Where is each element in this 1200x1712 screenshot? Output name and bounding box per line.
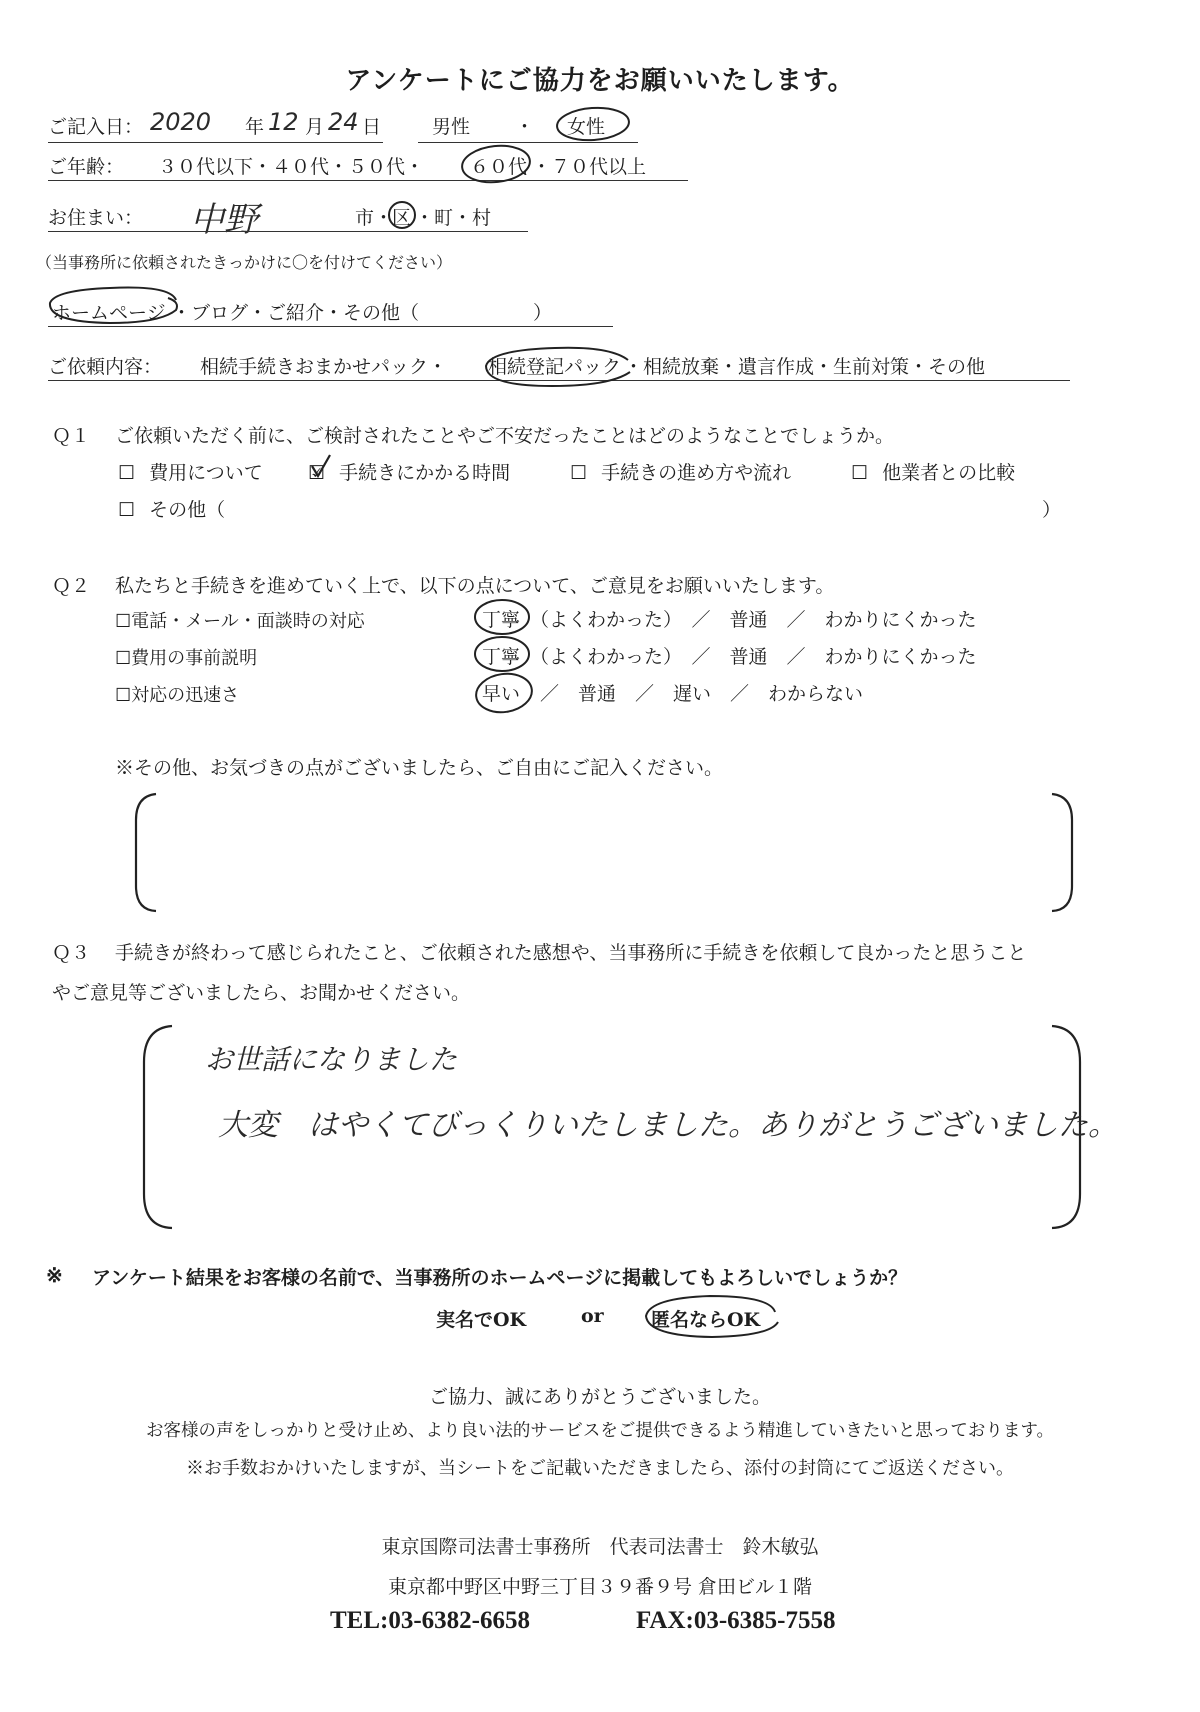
address-city: 市・ — [355, 207, 394, 229]
q2-row-selected[interactable]: 丁寧 — [482, 609, 521, 631]
q1-option-label: 手続きの進め方や流れ — [601, 462, 792, 484]
q2-number: Ｑ２ — [52, 575, 91, 597]
referral-options: ・ブログ・ご紹介・その他（ ） — [172, 302, 553, 324]
q2-question: 私たちと手続きを進めていく上で、以下の点について、ご意見をお願いいたします。 — [115, 575, 835, 597]
gender-female[interactable]: 女性 — [567, 116, 606, 138]
referral-underline — [48, 326, 613, 327]
publish-option-anonymous[interactable]: 匿名ならOK — [651, 1309, 761, 1331]
q2-row-selected[interactable]: 丁寧 — [482, 646, 521, 668]
office-address: 東京都中野区中野三丁目３９番９号 倉田ビル１階 — [387, 1576, 813, 1598]
closing-thanks: ご協力、誠にありがとうございました。 — [428, 1386, 771, 1408]
age-option-selected[interactable]: ６０代 — [470, 156, 528, 178]
q1-other-close: ） — [1042, 499, 1062, 521]
gender-underline — [418, 142, 638, 143]
request-options-b: ・相続放棄・遺言作成・生前対策・その他 — [624, 356, 986, 378]
request-label: ご依頼内容： — [48, 356, 163, 378]
office-fax: FAX:03-6385-7558 — [636, 1607, 836, 1634]
q3-question-line1: 手続きが終わって感じられたこと、ご依頼された感想や、当事務所に手続きを依頼して良かったと思うこと — [115, 942, 1027, 964]
address-rest: ・町・村 — [415, 207, 492, 229]
date-year: 2020 — [150, 108, 212, 136]
office-name: 東京国際司法書士事務所 代表司法書士 鈴木敏弘 — [381, 1536, 819, 1558]
q2-row-options: （よくわかった） ／ 普通 ／ わかりにくかった — [530, 646, 977, 668]
q2-row-options: （よくわかった） ／ 普通 ／ わかりにくかった — [530, 609, 977, 631]
q1-option-other[interactable] — [118, 495, 225, 522]
closing-message: お客様の声をしっかりと受け止め、より良い法的サービスをご提供できるよう精進していきたいと思っております。 — [146, 1421, 1054, 1441]
q3-answer-line2: 大変 はやくてびっくりいたしました。ありがとうございました。 — [218, 1108, 1118, 1143]
checked-checkbox-icon[interactable]: ☑ — [308, 462, 326, 484]
q2-note: ※その他、お気づきの点がございましたら、ご自由にご記入ください。 — [115, 757, 724, 779]
closing-return-note: ※お手数おかけいたしますが、当シートをご記載いただきましたら、添付の封筒にてご返送ください。 — [186, 1458, 1014, 1479]
address-ward[interactable]: 区 — [392, 207, 412, 229]
q2-row-options: ／ 普通 ／ 遅い ／ わからない — [540, 683, 864, 705]
gender-male[interactable]: 男性 — [432, 116, 471, 138]
date-day: 24 — [328, 108, 359, 136]
page-title: アンケートにご協力をお願いいたします。 — [345, 66, 855, 96]
publish-option-real[interactable]: 実名でOK — [436, 1309, 527, 1331]
office-tel[interactable]: TEL:03-6382-6658 — [330, 1607, 530, 1634]
q1-number: Ｑ１ — [52, 425, 91, 447]
day-unit: 日 — [362, 116, 382, 138]
q1-question: ご依頼いただく前に、ご検討されたことやご不安だったことはどのようなことでしょうか。 — [115, 425, 895, 447]
answer-box-left-bracket — [136, 1022, 176, 1232]
checkbox-icon[interactable]: ☐ — [118, 462, 136, 484]
publish-question: アンケート結果をお客様の名前で、当事務所のホームページに掲載してもよろしいでしょうか？ — [92, 1267, 908, 1289]
age-underline — [48, 180, 688, 181]
age-label: ご年齢： — [48, 156, 125, 178]
q3-question-line2: やご意見等ございましたら、お聞かせください。 — [52, 982, 471, 1004]
referral-note: （当事務所に依頼されたきっかけに〇を付けてください） — [36, 253, 453, 272]
age-options-b: ・７０代以上 — [532, 156, 647, 178]
q2-row-item: ☐対応の迅速さ — [115, 685, 240, 706]
q1-option-time[interactable] — [308, 458, 510, 485]
q1-option-process[interactable] — [570, 458, 791, 485]
request-options-a: 相続手続きおまかせパック・ — [200, 356, 448, 378]
address-value: 中野 — [190, 200, 258, 240]
date-label: ご記入日： — [48, 116, 144, 138]
q2-row-item: ☐費用の事前説明 — [115, 648, 258, 669]
checkbox-icon[interactable]: ☐ — [851, 462, 869, 484]
address-label: お住まい： — [48, 207, 144, 229]
date-month: 12 — [268, 108, 299, 136]
q3-number: Ｑ３ — [52, 942, 91, 964]
request-underline — [48, 380, 1070, 381]
date-underline — [48, 142, 383, 143]
year-unit: 年 — [245, 116, 265, 138]
comment-area[interactable] — [150, 795, 1050, 910]
q1-other-label: その他（ — [149, 499, 226, 521]
q2-row-item: ☐電話・メール・面談時の対応 — [115, 611, 365, 632]
q1-option-label: 他業者との比較 — [882, 462, 1016, 484]
publish-mark: ※ — [46, 1263, 63, 1287]
q1-option-label: 手続きにかかる時間 — [339, 462, 511, 484]
address-underline — [48, 231, 528, 232]
q1-option-label: 費用について — [149, 462, 263, 484]
age-options-a: ３０代以下・４０代・５０代・ — [158, 156, 425, 178]
gender-separator: ・ — [515, 116, 535, 138]
month-unit: 月 — [305, 116, 325, 138]
q1-option-compare[interactable] — [851, 458, 1015, 485]
q3-answer-line1: お世話になりました — [205, 1043, 458, 1076]
q2-row-selected[interactable]: 早い — [482, 683, 521, 705]
q1-option-cost[interactable] — [118, 458, 263, 485]
publish-or: or — [581, 1305, 604, 1327]
request-selected[interactable]: 相続登記パック — [488, 356, 622, 378]
referral-selected[interactable]: ホームページ — [52, 302, 166, 324]
checkbox-icon[interactable]: ☐ — [118, 499, 136, 521]
comment-box-right-bracket — [1048, 790, 1078, 915]
checkbox-icon[interactable]: ☐ — [570, 462, 588, 484]
